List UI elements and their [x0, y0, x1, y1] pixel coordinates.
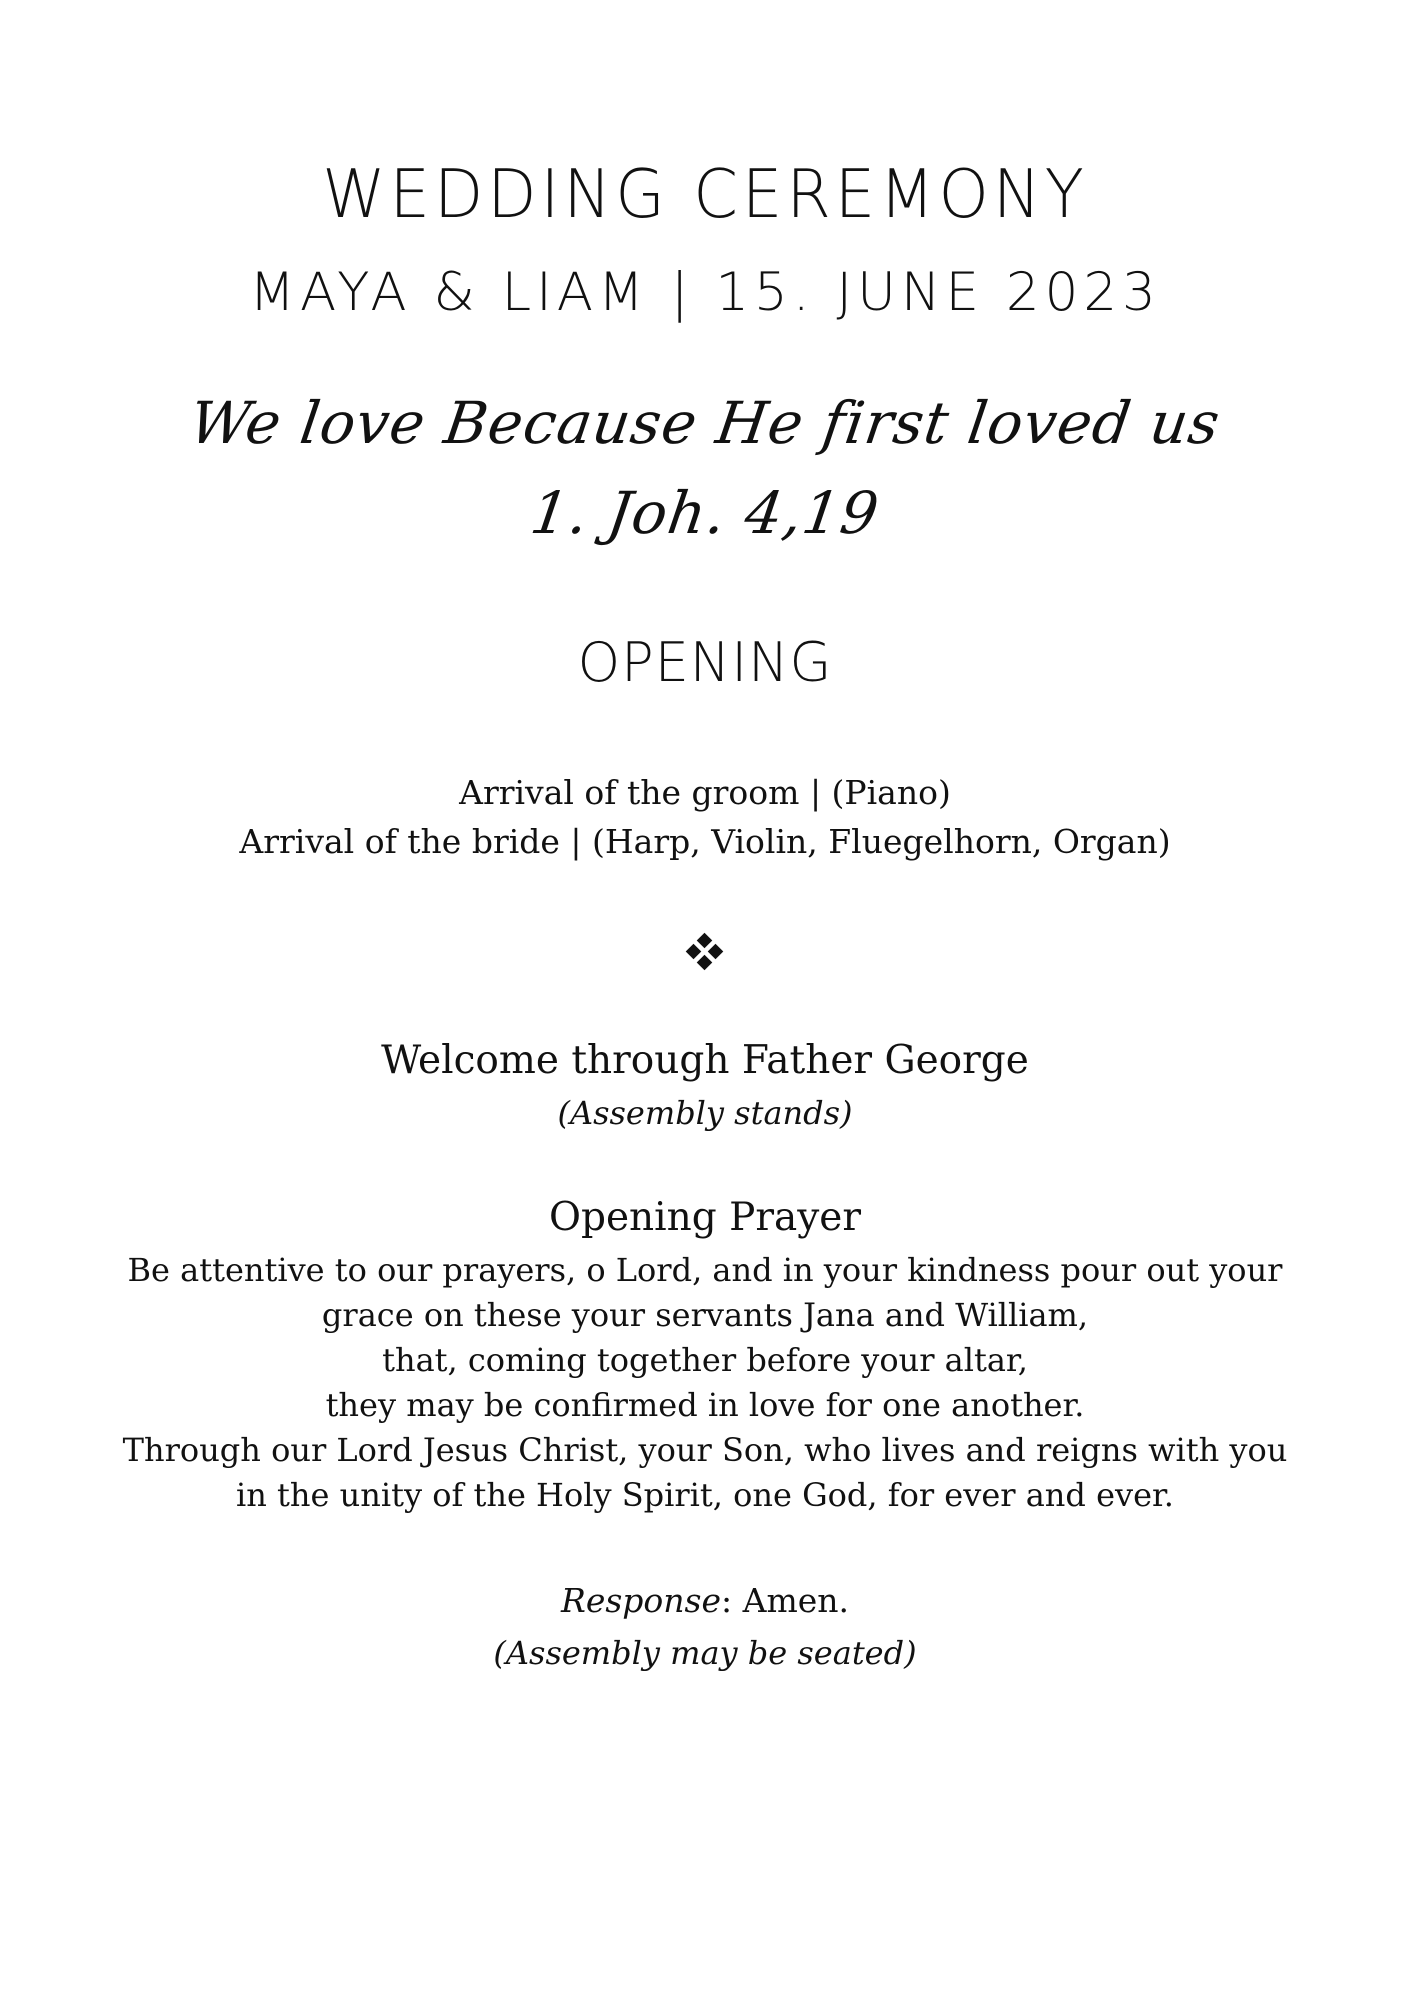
prayer-line: Be attentive to our prayers, o Lord, and in your kindness pour out your	[127, 1251, 1283, 1289]
prayer-line: Through our Lord Jesus Christ, your Son, who lives and reigns with you	[122, 1431, 1288, 1469]
bible-verse: We love Because He first loved us	[185, 389, 1225, 457]
arrival-bride: Arrival of the bride | (Harp, Violin, Fluegelhorn, Organ)	[239, 822, 1171, 861]
prayer-line: grace on these your servants Jana and William,	[321, 1296, 1089, 1334]
seated-note: (Assembly may be seated)	[493, 1634, 917, 1672]
diamond-bottom-icon	[697, 955, 713, 971]
ceremony-title: WEDDING CEREMONY	[322, 156, 1088, 234]
welcome-note: (Assembly stands)	[557, 1094, 853, 1132]
section-heading-opening: OPENING	[577, 631, 833, 694]
diamond-ornament-icon	[683, 930, 727, 974]
couple-date-line: MAYA & LIAM | 15. JUNE 2023	[249, 262, 1161, 323]
prayer-title: Opening Prayer	[549, 1195, 861, 1240]
response-separator: :	[721, 1581, 733, 1620]
welcome-title: Welcome through Father George	[381, 1038, 1029, 1083]
diamond-left-icon	[686, 944, 702, 960]
prayer-text	[0, 1248, 1410, 1518]
arrival-groom: Arrival of the groom | (Piano)	[459, 773, 951, 812]
prayer-line: that, coming together before your altar,	[382, 1341, 1028, 1379]
response-line	[0, 1577, 1410, 1625]
response-text: Amen.	[732, 1581, 850, 1620]
diamond-right-icon	[708, 944, 724, 960]
response-label: Response	[560, 1581, 721, 1620]
diamond-top-icon	[697, 933, 713, 949]
prayer-line: in the unity of the Holy Spirit, one God, for ever and ever.	[236, 1476, 1174, 1514]
prayer-line: they may be confirmed in love for one another.	[325, 1386, 1085, 1424]
verse-reference: 1. Joh. 4,19	[526, 479, 884, 547]
